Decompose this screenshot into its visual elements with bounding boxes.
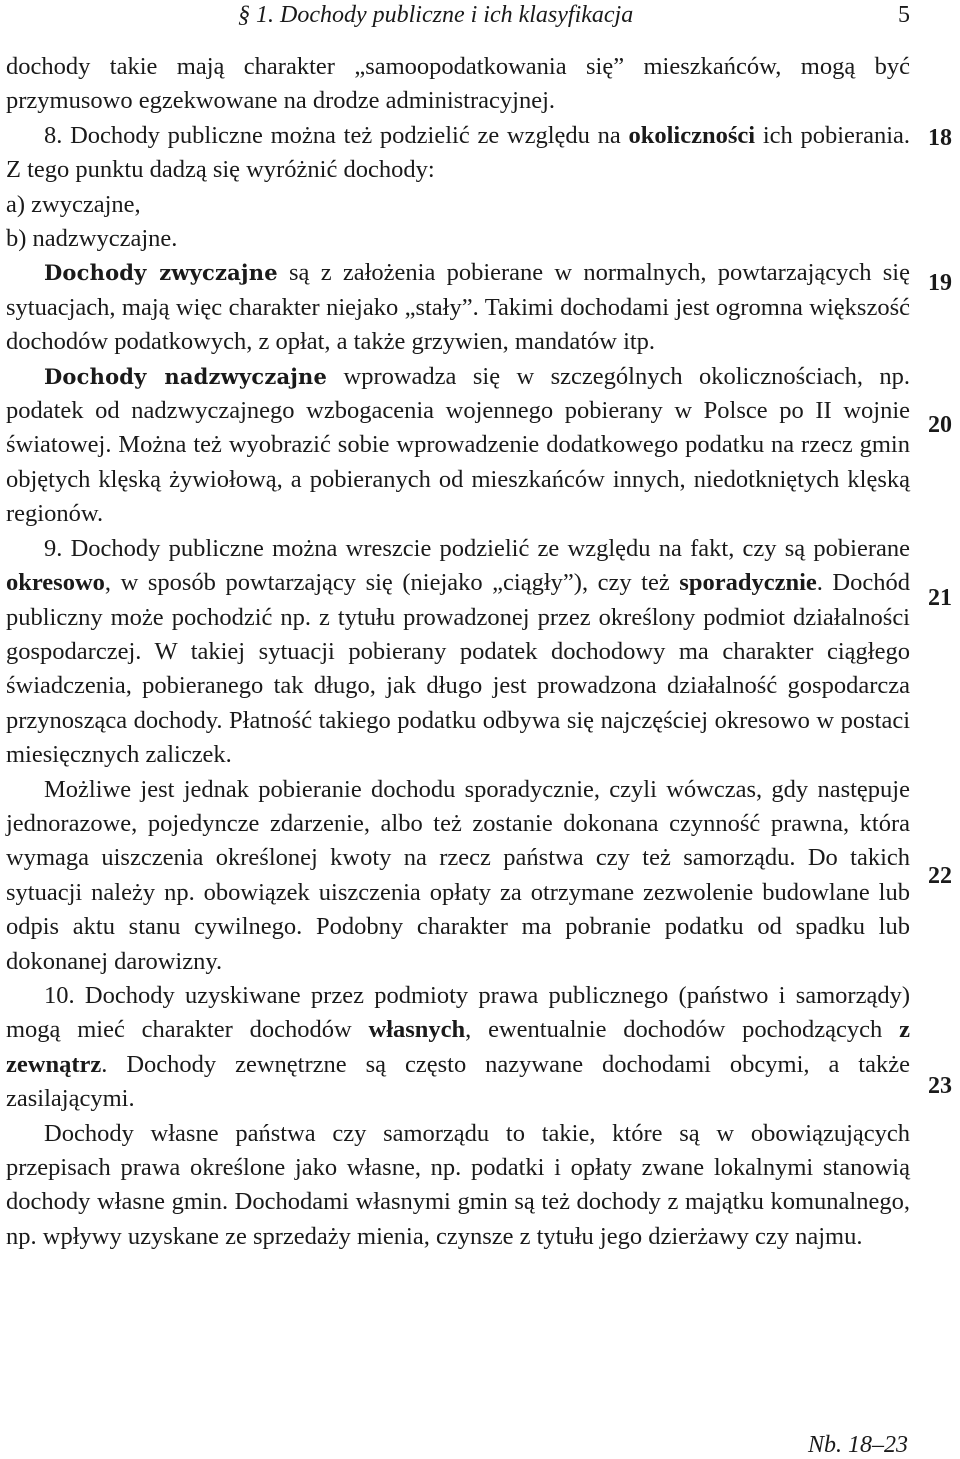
- section-title: § 1. Dochody publiczne i ich klasyfikacja: [238, 2, 634, 28]
- paragraph: dochody takie mają charakter „samoopodatkowania się” mieszkańców, mogą być przymusowo egzekwowane na drodze administracyjnej.: [6, 53, 910, 115]
- footer-reference: Nb. 18–23: [807, 1432, 908, 1458]
- margin-number: 18: [928, 125, 952, 151]
- running-header: [6, 0, 910, 30]
- term-heading: Dochody nadzwyczajne: [44, 363, 328, 389]
- margin-number: 23: [928, 1073, 952, 1099]
- list-item: b) nadzwyczajne.: [6, 225, 178, 253]
- margin-number: 19: [928, 270, 952, 296]
- paragraph-9: 9. Dochody publiczne można wreszcie podzielić ze względu na fakt, czy są pobierane okresowo, w sposób powtarzający się (niejako „ciągły”), czy też sporadycznie. Dochód publiczny może pochodzić np. z tytułu prowadzonej przez określony podmiot działalności gospodarczej. W takiej sytuacji pobierany podatek dochodowy ma charakter ciągłego świadczenia, pobieranego tak długo, jak długo jest prowadzona działalność gospodarcza przynosząca dochody. Płatność takiego podatku odbywa się najczęściej okresowo w postaci miesięcznych zaliczek.: [6, 534, 910, 769]
- paragraph-dochody-zwyczajne: Dochody zwyczajne są z założenia pobierane w normalnych, powtarzających się sytuacjach, mają więc charakter niejako „stały”. Takimi dochodami jest ogromna większość dochodów podatkowych, z opłat, a także grzywien, mandatów itp.: [6, 259, 910, 356]
- paragraph: Dochody własne państwa czy samorządu to takie, które są w obowiązujących przepisach prawa określone jako własne, np. podatki i opłaty zwane lokalnymi stanowią dochody własne gmin. Dochodami własnymi gmin są też dochody z majątku komunalnego, np. wpływy uzyskane ze sprzedaży mienia, czynsze z tytułu jego dzierżawy czy najmu.: [6, 1119, 910, 1250]
- term-heading: Dochody zwyczajne: [44, 260, 278, 286]
- margin-number: 20: [928, 412, 952, 438]
- margin-number: 21: [928, 585, 952, 611]
- paragraph-10: 10. Dochody uzyskiwane przez podmioty prawa publicznego (państwo i samorządy) mogą mieć charakter dochodów własnych, ewentualnie dochodów pochodzących z zewnątrz. Dochody zewnętrzne są często nazywane dochodami obcymi, a także zasilającymi.: [6, 981, 910, 1113]
- paragraph-dochody-nadzwyczajne: Dochody nadzwyczajne wprowadza się w szczególnych okolicznościach, np. podatek od nadzwyczajnego wzbogacenia wojennego pobierany w Polsce po II wojnie światowej. Można też wyobrazić sobie wprowadzenie dodatkowego podatku na rzecz gmin objętych klęską żywiołową, a pobieranych od mieszkańców innych, niedotkniętych klęską regionów.: [6, 362, 910, 528]
- list-item: a) zwyczajne,: [6, 190, 141, 218]
- margin-number: 22: [928, 863, 952, 889]
- paragraph: Możliwe jest jednak pobieranie dochodu sporadycznie, czyli wówczas, gdy następuje jednorazowe, pojedyncze zdarzenie, albo też zostanie dokonana czynność prawna, która wymaga uiszczenia określonej kwoty na rzecz państwa czy też samorządu. Do takich sytuacji należy np. obowiązek uiszczenia opłaty za otrzymane zezwolenie budowlane lub odpis aktu stanu cywilnego. Podobny charakter ma pobranie podatku od spadku lub dokonanej darowizny.: [6, 775, 910, 975]
- paragraph-8: 8. Dochody publiczne można też podzielić ze względu na okoliczności ich pobierania. Z tego punktu dadzą się wyróżnić dochody:: [6, 121, 910, 184]
- body-text: [6, 50, 910, 1254]
- page-number: 5: [898, 2, 910, 28]
